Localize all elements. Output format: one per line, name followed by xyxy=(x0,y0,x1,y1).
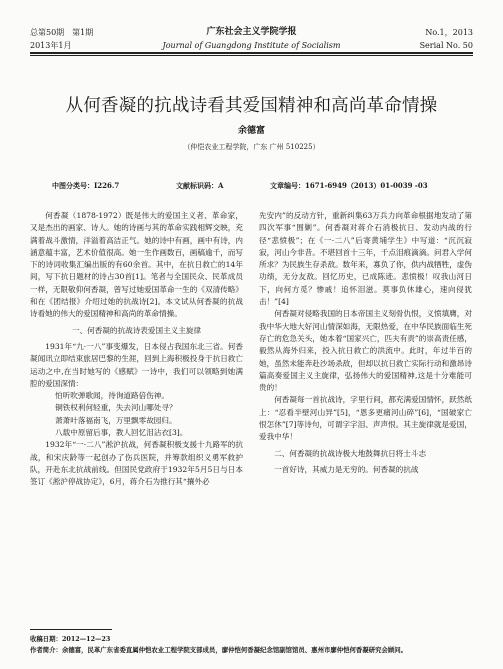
paragraph: 先安内”的反动方针，重新纠集63万兵力向革命根据地发动了第四次军事“围剿”。何香凝对蒋介石消极抗日、发动内战的行径“悲愤极”；在《一·二八”后寄黄埔学生》中写道：“沉沉寂寂，河山今非昔。不堪回首十三年，千点泪痕滴滴。问君入学何所求？为民族生存杀敌。数年来，寡负了你，供内战牺牲，虚伪功绩，无分友敌。回忆历史，已成陈迹。悲愤极！叹我山河日下，向何方觅？惨戚！追怀泪滋。莫事负休雄心，速向侵犹击！”[4] xyxy=(259,211,472,307)
document-code: 文献标识码：A xyxy=(176,181,224,190)
paragraph: 1932年“一·二八”淞沪抗战，何香凝积极支援十九路军的抗战，和宋庆龄等一起创办了伤兵医院，并筹款组织义勇军救护队，开赴东北抗战前线。但国民党政府于1932年5月5日与日本签订《淞沪停战协定》，6月，蒋介石为推行其“攘外必 xyxy=(30,440,243,487)
article-title: 从何香凝的抗战诗看其爱国精神和高尚革命情操 xyxy=(65,96,438,116)
author-bio: 作者简介：余德富，民革广东省委直属仲恺农业工程学院支部成员，廖仲恺何香凝纪念馆副馆馆员、惠州市廖仲恺何香凝研究会顾问。 xyxy=(30,646,408,654)
issue-date-left: 2013年1月 xyxy=(30,41,72,50)
received-date: 收稿日期：2012—12—23 xyxy=(30,635,111,643)
poem-line: 萧萧叶落福南飞，万里飘零故园归。 xyxy=(55,415,177,425)
body-column-left xyxy=(30,210,243,489)
clc-number: 中图分类号：I226.7 xyxy=(52,181,120,190)
footnote-rule xyxy=(30,629,112,630)
paragraph: 何香凝对侵略我国的日本帝国主义刻骨仇恨，义愤填膺，对我中华大地大好河山情深如海，无限热爱，在中华民族面临生死存亡的危急关头，她本着“国家兴亡，匹夫有责”的崇高责任感，毅然从海外归来，投入抗日救亡的洪流中。此时，年过半百的她，虽然未能奔赴沙场杀敌，但却以抗日救亡实际行动和激昂诗篇高奏爱国主义主旋律，弘扬伟大的爱国精神,这是十分难能可贵的！ xyxy=(259,309,472,393)
body-column-right xyxy=(259,210,472,476)
issue-number-left: 总第50期 第1期 xyxy=(30,28,94,37)
author-name: 余德富 xyxy=(237,126,265,136)
journal-title-en: Journal of Guangdong Institute of Socialism xyxy=(162,41,341,50)
section-heading-2: 二、何香凝的抗战诗极大地鼓舞抗日将士斗志 xyxy=(274,448,427,458)
paragraph: 何香凝（1878-1972）既是伟大的爱国主义者、革命家，又是杰出的画家、诗人。她的诗画与其的革命实践相辉交映，充满着战斗激情，洋溢着高洁正气。她的诗中有画，画中有诗，内涵意蕴丰富，艺术价值很高。她一生作画数百，画稿逾千，而写下的诗词收集汇编出版的有60余首。其中，在抗日救亡的14年间，写下抗日题材的诗占30首[1]。笔者与全国民众、民革成员一样，无限敬仰何香凝，曾写过她爱国革命一生的《双清传略》和在《团结报》介绍过她的抗战诗[2]。本文试从何香凝的抗战诗看她的伟大的爱国精神和高尚的革命情操。 xyxy=(30,211,243,319)
serial-number-right: Serial No. 50 xyxy=(419,41,473,50)
header-rule-thick xyxy=(30,52,473,54)
paragraph: 1931年“九·一八”事变爆发，日本侵占我国东北三省。何香凝闻讯立即结束旅居巴黎的生涯，回到上海积极投身于抗日救亡运动之中,在当时她写的《感赋》一诗中，我们可以领略到她满腔的爱国深情： xyxy=(30,341,243,388)
section-heading-1: 一、何香凝的抗战诗表爱国主义主旋律 xyxy=(71,325,202,335)
paragraph: 何香凝每一首抗战诗，字里行间，都充满爱国情怀，跃然纸上：“忍看半壁河山异”[5]，“恩多更痛河山碎”[6]，“国破家亡恨怎休”[7]等诗句，可谓字字泪、声声恨。其主旋律就是爱国，爱我中华！ xyxy=(259,395,472,442)
journal-title-cn: 广东社会主义学院学报 xyxy=(206,27,297,37)
poem-line: 铜铁权利何轻重，失去河山哪处寻？ xyxy=(55,403,177,413)
issue-number-right: No.1，2013 xyxy=(425,28,473,37)
header-rule-thin xyxy=(30,55,473,56)
author-affiliation: （仲恺农业工程学院，广东 广州 510225） xyxy=(183,143,320,151)
poem-line: 怕听吹弹歌闻，待询道路倍伤神。 xyxy=(55,391,169,401)
poem-line: 八载中原留后事，教人回忆泪沾衣[3]。 xyxy=(55,428,188,438)
paragraph: 一首好诗，其威力是无穷的。何香凝的抗战 xyxy=(274,464,419,474)
article-number: 文章编号：1671-6949（2013）01-0039 -03 xyxy=(270,181,428,190)
